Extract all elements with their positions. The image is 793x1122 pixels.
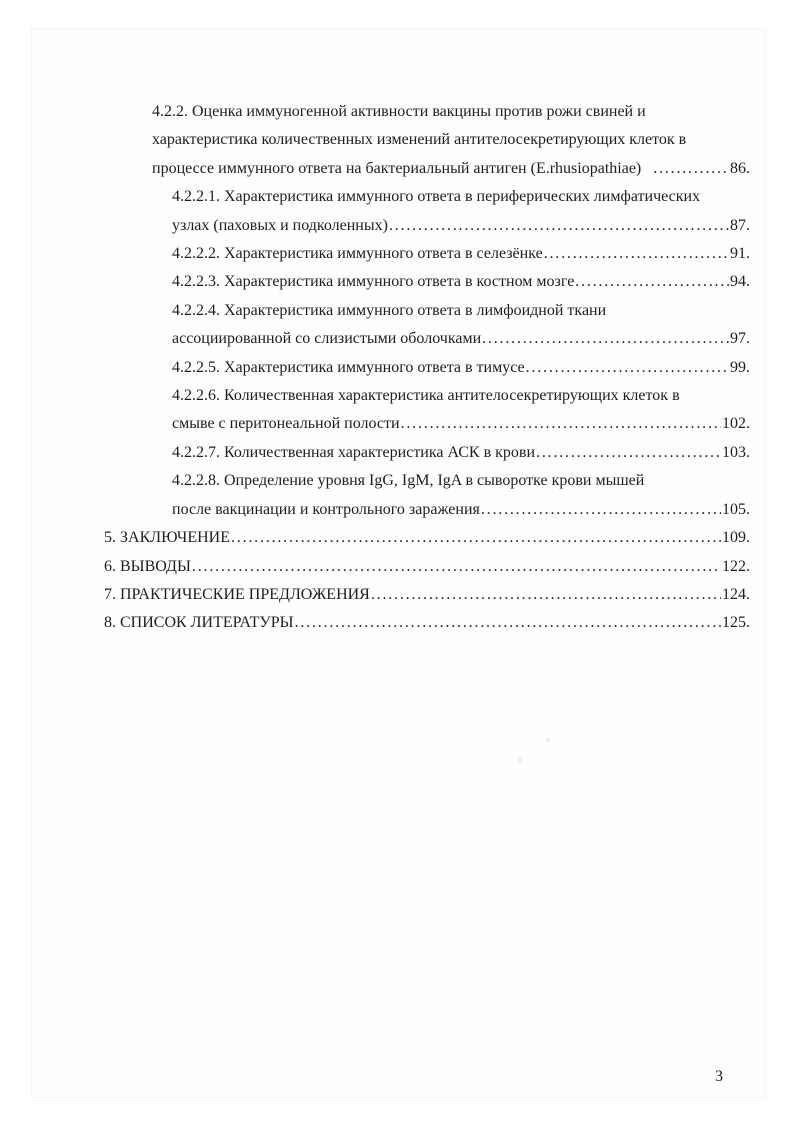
dot-leader [536,439,721,467]
toc-line [104,496,750,524]
dot-leader [371,581,721,609]
dot-leader [653,155,729,183]
toc-page-number: 102. [722,415,750,433]
toc-entry-text: 4.2.2.5. Характеристика иммунного ответа в тимусе [172,358,525,376]
toc-entry-text: 8. СПИСОК ЛИТЕРАТУРЫ [104,614,294,632]
toc-line [104,240,750,268]
toc-entry-text: узлах (паховых и подколенных) [172,216,388,234]
toc-line [104,410,750,438]
scan-speck [518,758,522,762]
toc-page-number: 97. [730,330,750,348]
toc-page-number: 125. [722,614,750,632]
dot-leader [192,553,721,581]
toc-entry-text: ассоциированной со слизистыми оболочками [172,330,482,348]
toc-line [104,609,750,637]
dot-leader [295,609,721,637]
dot-leader [575,268,729,296]
toc-line [104,467,750,495]
dot-leader [481,496,721,524]
toc-page-number: 124. [722,585,750,603]
scan-speck [546,738,550,742]
toc-page-number: 105. [722,500,750,518]
toc-page-number: 87. [730,216,750,234]
table-of-contents [104,98,750,638]
toc-entry-text: 7. ПРАКТИЧЕСКИЕ ПРЕДЛОЖЕНИЯ [104,585,370,603]
toc-line [104,126,750,154]
toc-entry-text: 6. ВЫВОДЫ [104,557,191,575]
toc-entry-text: 5. ЗАКЛЮЧЕНИЕ [104,529,230,547]
toc-line [104,212,750,240]
toc-line [104,354,750,382]
toc-entry-text: 4.2.2.4. Характеристика иммунного ответа в лимфоидной ткани [172,301,607,319]
toc-entry-text: 4.2.2. Оценка иммуногенной активности вакцины против рожи свиней и [152,103,646,120]
dot-leader [401,410,721,438]
toc-page-number: 94. [730,273,750,291]
toc-line [104,553,750,581]
dot-leader [482,325,729,353]
toc-entry-text: 4.2.2.7. Количественная характеристика АСК в крови [172,443,536,461]
toc-entry-text: 4.2.2.8. Определение уровня IgG, IgM, IgA в сыворотке крови мышей [172,472,645,490]
toc-entry-text: 4.2.2.6. Количественная характеристика антителосекретирующих клеток в [172,387,680,405]
toc-entry-text: 4.2.2.1. Характеристика иммунного ответа в периферических лимфатических [172,188,701,206]
toc-page-number: 91. [730,245,750,263]
toc-entry-text: смыве с перитонеальной полости [172,415,400,433]
toc-entry-text: 4.2.2.2. Характеристика иммунного ответа в селезёнке [172,245,543,263]
toc-line [104,382,750,410]
toc-page-number: 103. [722,443,750,461]
toc-line [104,439,750,467]
toc-page-number: 109. [722,529,750,547]
toc-line [104,183,750,211]
toc-page-number: 99. [730,358,750,376]
toc-line [104,524,750,552]
toc-line [104,268,750,296]
dot-leader [526,354,729,382]
toc-entry-text: 4.2.2.3. Характеристика иммунного ответа в костном мозге [172,273,575,291]
dot-leader [389,212,729,240]
toc-page-number: 86. [730,159,750,177]
page-number: 3 [715,1068,723,1085]
toc-line [104,325,750,353]
toc-line [104,98,750,126]
toc-entry-text: процессе иммунного ответа на бактериальный антиген (E.rhusiopathiae) [152,159,642,177]
toc-entry-text: после вакцинации и контрольного заражения [172,500,480,518]
toc-line [104,297,750,325]
toc-page-number: 122. [722,557,750,575]
toc-line [104,155,750,183]
toc-line [104,581,750,609]
dot-leader [544,240,729,268]
dot-leader [231,524,721,552]
toc-entry-text: характеристика количественных изменений антителосекретирующих клеток в [152,131,687,149]
